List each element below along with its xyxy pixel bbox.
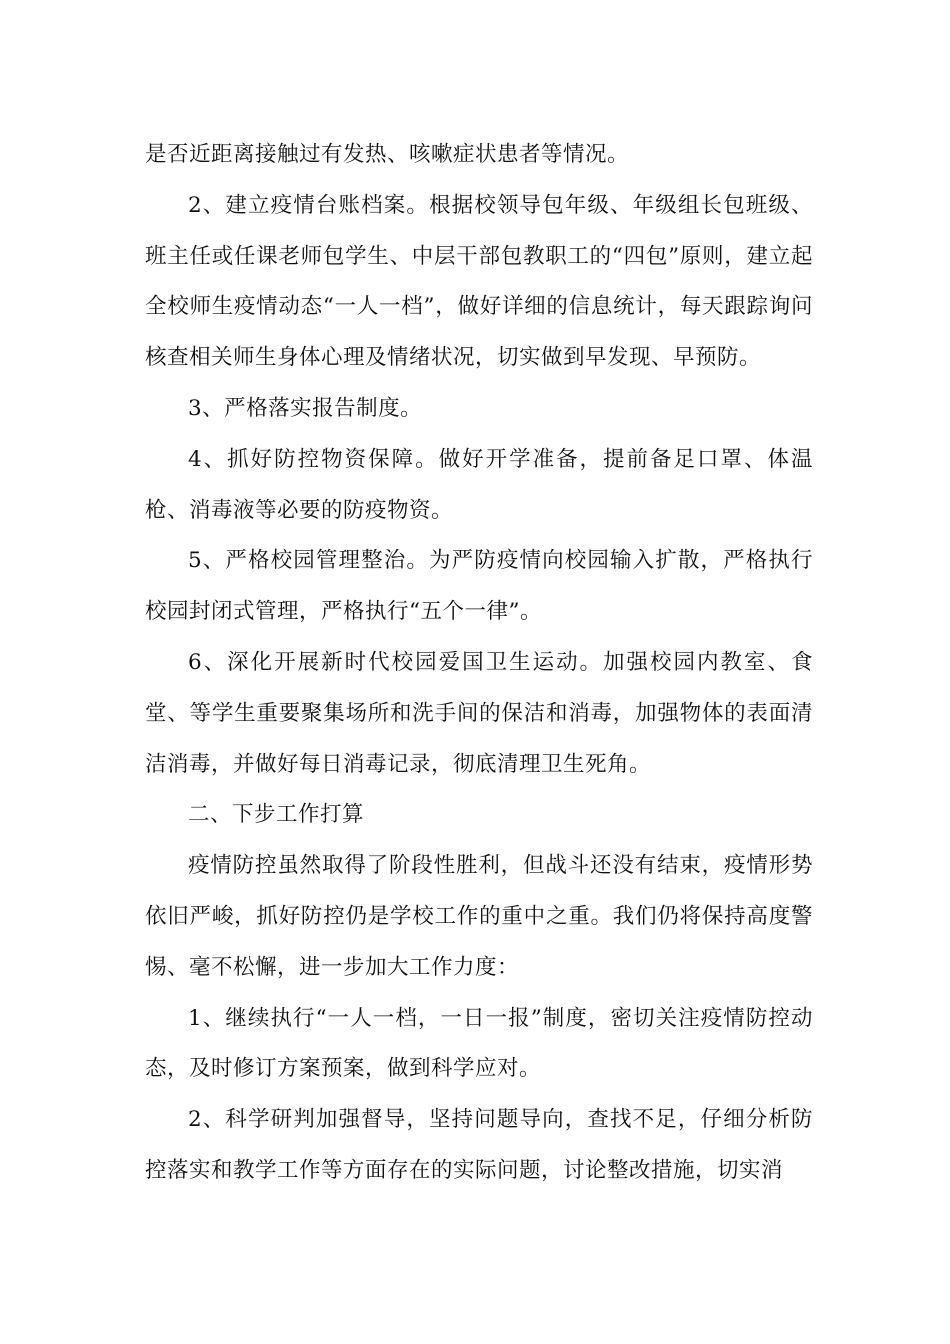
paragraph-continuation: 是否近距离接触过有发热、咳嗽症状患者等情况。	[145, 142, 630, 167]
section-heading-next-steps: 二、下步工作打算	[188, 802, 365, 828]
paragraph-next-item-1: 1、继续执行“一人一档，一日一报”制度，密切关注疫情防控动态，及时修订方案预案，做到科学应对。	[145, 1005, 813, 1082]
paragraph-next-item-2: 2、科学研判加强督导，坚持问题导向，查找不足，仔细分析防控落实和教学工作等方面存在的实际问题，讨论整改措施，切实消	[145, 1107, 813, 1183]
paragraph-item-3-report: 3、严格落实报告制度。	[188, 395, 423, 421]
paragraph-next-steps-intro: 疫情防控虽然取得了阶段性胜利，但战斗还没有结束，疫情形势依旧严峻，抓好防控仍是学校工作的重中之重。我们仍将保持高度警惕、毫不松懈，进一步加大工作力度：	[145, 853, 813, 980]
paragraph-item-2-ledger: 2、建立疫情台账档案。根据校领导包年级、年级组长包班级、班主任或任课老师包学生、中层干部包教职工的“四包”原则，建立起全校师生疫情动态“一人一档”，做好详细的信息统计，每天跟踪询问核查相关师生身体心理及情绪状况，切实做到早发现、早预防。	[145, 192, 813, 371]
paragraph-item-5-campus: 5、严格校园管理整治。为严防疫情向校园输入扩散，严格执行校园封闭式管理，严格执行“五个一律”。	[145, 548, 813, 625]
paragraph-item-6-hygiene: 6、深化开展新时代校园爱国卫生运动。加强校园内教室、食堂、等学生重要聚集场所和洗手间的保洁和消毒，加强物体的表面清洁消毒，并做好每日消毒记录，彻底清理卫生死角。	[145, 649, 813, 777]
document-body	[145, 130, 813, 1197]
paragraph-item-4-supplies: 4、抓好防控物资保障。做好开学准备，提前备足口罩、体温枪、消毒液等必要的防疫物资。	[145, 446, 813, 523]
